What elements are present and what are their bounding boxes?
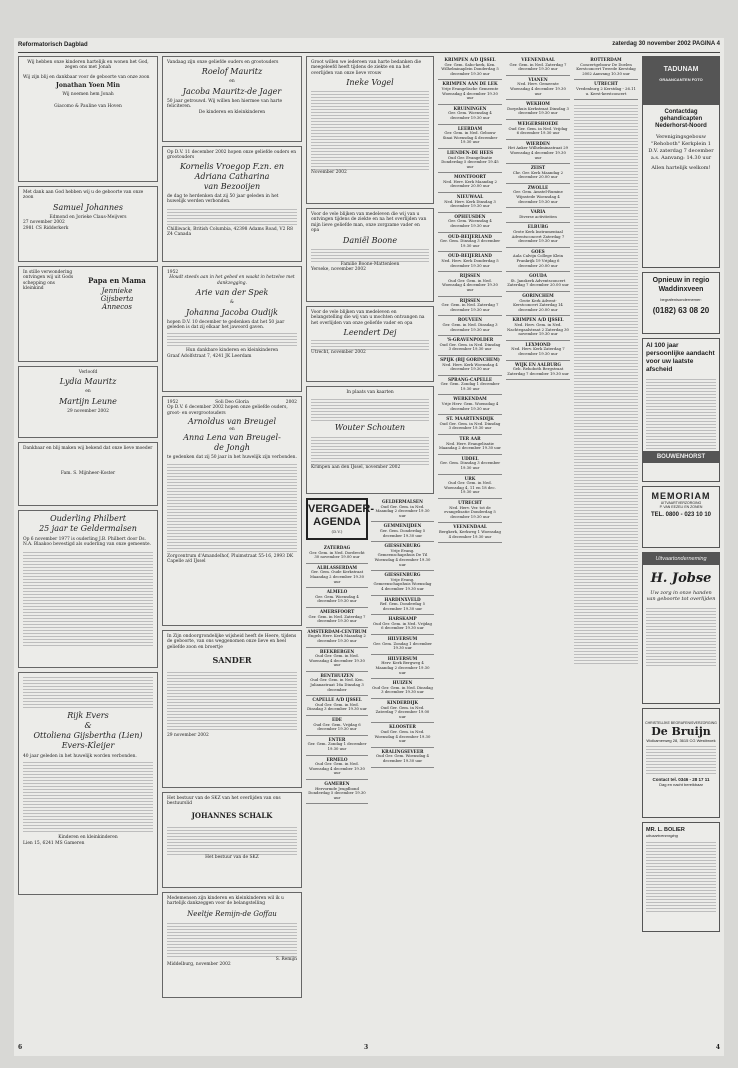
church-details: Grote Kerk Advent-Kerstconcert Zaterdag 14 december 20.00 uur <box>513 297 563 312</box>
church-details: Vredenburg 2 Kerstdag - 26.11 u. Kerst-kerstconcert <box>576 85 636 96</box>
church-details: Ger. Gem. in Ned. Dinsdag 3 december 19.30 uur <box>442 321 498 332</box>
church-town: KRUININGEN <box>453 105 487 111</box>
ad-brand: MEMORIAM <box>651 491 711 501</box>
church-details: Ned. Herv. Kerk Zaterdag 7 december 19.30 uur <box>511 346 565 356</box>
church-town: KRIMPEN A/D IJSSEL <box>444 57 496 62</box>
ad-tadunam <box>642 56 720 268</box>
birth-announcement-jennieke <box>18 266 158 362</box>
birth-announcement-jonah <box>18 56 158 182</box>
column-4-church-list <box>438 56 502 543</box>
body-text-lines <box>23 762 153 832</box>
church-details: Ger. Gem. Woensdag 4 december 19.30 uur <box>315 593 359 604</box>
church-details: Oud Ger. Gem. in Ned. Woensdag 4 december 19.30 uur <box>309 761 365 776</box>
body-text-lines <box>167 670 297 730</box>
verse-text: Wij hebben onze kinderen hartelijk en wonen het God, zegen ons met Jonah <box>27 60 149 71</box>
year-end: 2002 <box>285 400 297 405</box>
church-listing <box>306 628 368 648</box>
page-date: zaterdag 30 november 2002 PAGINA 4 <box>612 41 720 47</box>
child-names: Papa en Mama Jennieke Gijsberta Annecos <box>79 275 155 311</box>
ad-de-bruijn <box>642 708 720 818</box>
church-details: Aula Calvijn College Klein Frankrijk 19 Vrijdag 6 december 20.00 uur <box>512 253 564 268</box>
column-1 <box>18 56 158 899</box>
footer-mark-right: 4 <box>715 1044 720 1051</box>
church-listing <box>506 184 570 208</box>
ad-waddinxveen <box>642 272 720 334</box>
church-listing <box>506 361 570 381</box>
church-town: LEXMOND <box>525 341 551 347</box>
church-details: Ger. Gem. Zondag 1 december 19.30 uur <box>440 381 500 391</box>
church-listing <box>438 80 502 104</box>
ad-text-lines <box>646 746 716 774</box>
thanks-dej: Voor de vele blijken van medeleven en belangstelling die wij van u mochten ontvangen na het overlijden van onze geliefde vader en opa Leendert Dej Utrecht, november 2002 <box>306 306 434 382</box>
church-listing <box>506 76 570 100</box>
ad-brand: BOUWENHORST <box>643 451 719 463</box>
church-details: Chr. Ger. Kerk Maandag 2 december 20.00 uur <box>512 169 564 180</box>
church-listing <box>438 455 502 475</box>
church-details: Dorpshuis Kerkstraat Dinsdag 3 december 19.30 uur <box>507 105 569 116</box>
agenda-left-list <box>306 544 368 804</box>
church-town: OPHEUSDEN <box>454 213 486 219</box>
ad-photo <box>646 379 716 449</box>
church-details: Het Anker Wilhelminastraat 29 Woensdag 4 december 19.30 uur <box>507 145 569 160</box>
church-town: HUIZEN <box>392 680 413 686</box>
church-details: Bergkerk, Kerkweg 1 Woensdag 4 december 19.30 uur <box>439 528 501 539</box>
body-text-lines <box>311 248 429 262</box>
church-listing <box>506 341 570 361</box>
column-3 <box>306 56 434 804</box>
church-details: Ned. Herv. Kerk Donderdag 5 december 19.30 uur <box>441 258 499 268</box>
engagement-announcement: Verloofd Lydia Mauritz en Martijn Leune 29 november 2002 <box>18 366 158 438</box>
announcement-text: Met dank aan God hebben wij u de geboorte van onze zoon <box>23 190 144 201</box>
thanks-vogel: Groot willen we iedereen van harte bedanken die meegeleefd heeft tijdens de ziekte en na het overlijden van onze lieve vrouw Ineke Vogel November 2002 <box>306 56 434 204</box>
church-town: GOUDA <box>529 273 547 279</box>
body-text-lines <box>23 551 153 646</box>
church-details: Vrije Herv. Gem. Woensdag 4 december 19.30 uur <box>441 401 499 411</box>
ad-text: Verenigingsgebouw "Rehoboth" Kerkplein 1 D.V. zaterdag 7 december a.s. Aanvang: 14.30 uur <box>648 134 714 161</box>
church-listing <box>438 272 502 296</box>
ad-title: CHRISTELIJKE BEGRAFENISVERZORGING <box>645 721 717 725</box>
church-listing <box>371 542 434 571</box>
church-town: GAMEREN <box>324 780 350 786</box>
church-listing <box>438 173 502 193</box>
church-town: ALBLASSERDAM <box>316 564 358 570</box>
church-listing <box>371 596 434 616</box>
church-details: Ger. Gem. Zondag 1 december 19.30 uur <box>373 640 432 651</box>
church-details: Oud Ger. Gem. in Ned. Vrijdag 6 december 19.30 uur <box>373 620 432 631</box>
church-details: Ger. Gem. Dinsdag 3 december 19.30 uur <box>439 460 501 470</box>
church-listing <box>371 615 434 635</box>
church-town: WIJK EN AALBURG <box>515 361 561 367</box>
column-5-church-list <box>506 56 570 380</box>
ad-sub: uitvaartverzorging <box>646 833 678 838</box>
church-town: ZWOLLE <box>527 184 549 190</box>
agenda-left-column <box>306 498 375 804</box>
church-details: Geb. Rehoboth Bergstraat Zaterdag 7 december 19.30 uur <box>507 366 569 376</box>
church-listing <box>371 679 434 699</box>
church-listing <box>371 655 434 679</box>
signature: Fam. S. Mijnheer-Koster <box>60 471 116 477</box>
church-town: GORINCHEM <box>522 292 554 298</box>
church-town: GELDERMALSEN <box>382 499 423 504</box>
church-town: AMERSFOORT <box>319 608 355 614</box>
church-town: CAPELLE A/D IJSSEL <box>312 697 362 703</box>
ad-phone: Contact tel. 0346 - 28 17 11 <box>652 777 710 782</box>
church-listing <box>438 193 502 213</box>
page-header <box>18 40 720 53</box>
church-details: Oud Ger. Gem. in Ned. Woensdag 4 december 19.30 uur <box>309 653 365 668</box>
tadunam-logo: TADUNAM GRAANCANTEN FOTO <box>643 57 719 105</box>
church-listing <box>306 564 368 588</box>
church-town: VIANEN <box>528 76 548 82</box>
church-town: VEENENDAAL <box>453 524 487 530</box>
ad-address: Wolkamerweg 28, 3615 CG Westbroek <box>646 738 716 743</box>
church-details: Oud Ger. Gem. in Ned. Woensdag 4, 11 en 18 dec. 19.30 uur <box>444 480 496 495</box>
year-start: 1952 <box>167 400 179 405</box>
church-details: Ned. Herv. Kerk Woensdag 4 december 19.30 uur <box>442 361 498 372</box>
body-text-lines <box>167 825 297 855</box>
church-town: WEKHOM <box>526 101 550 107</box>
anniversary-vroegop: Op D.V. 11 december 2002 hopen onze geliefde ouders en grootouders Kornelis Vroegop F.zn. en Adriana Catharina van Bezooijen de dag te herdenken dat zij 50 jaar geleden in het huwelijk werden verbonden. Chilliwack, British Columbia, 42398 Adams Road, V2 R8 Z4 Canada <box>162 146 302 262</box>
church-details: Ger. Gem. Sabo-kerk, Ken. Wilhelminaplein Donderdag 5 december 19.30 uur <box>441 61 499 76</box>
church-listing <box>306 544 368 564</box>
child-subname: Wij noemen hem Jonah <box>62 92 114 98</box>
footer-mark-center: 3 <box>364 1044 369 1051</box>
church-details: Ned. Herv. Gemeente Woensdag 4 december 19.30 uur <box>510 81 566 96</box>
church-town: ALMELO <box>326 589 348 595</box>
parents-name: Edmond en Jorieke Claus-Meijvers <box>49 214 127 220</box>
column-2 <box>162 56 302 1002</box>
church-details: Ned. Herv. Ver. tot de evangelisatie Donderdag 5 december 19.30 uur <box>444 504 496 519</box>
church-listing <box>438 316 502 336</box>
church-town: VEENENDAAL <box>521 57 555 62</box>
church-listing <box>438 376 502 396</box>
parents-name: Giacomo & Pauline van Hoven <box>54 103 122 109</box>
church-town: UTRECHT <box>458 499 482 505</box>
church-listing <box>438 395 502 415</box>
agenda-right-list <box>371 498 434 804</box>
church-listing <box>438 213 502 233</box>
church-listing <box>506 164 570 184</box>
grandparents-text: In stille verwondering ontvingen wij uit Gods schepping ons kleinkind <box>23 270 74 292</box>
body-text-lines <box>167 207 297 225</box>
engagement-title: Verloofd <box>78 370 98 375</box>
ad-name: P. VAN EEZELI EN ZONEN <box>659 505 703 509</box>
anniversary-van-der-spek: 1952 Houdt steeds aan in het gebed en waakt in hetzelve met dankzegging. Arie van der Spek & Johanna Jacoba Oudijk hopen D.V. 10 december te gedenken dat het 50 jaar geleden is dat zij elkaar het jawoord gaven. Hun dankbare kinderen en kleinkinderen Graaf Adolfstraat 7, 4241 JK Leerdam <box>162 266 302 392</box>
church-listing <box>306 716 368 736</box>
church-details: Vrije Evangelische Gemeente Woensdag 4 december 19.30 uur <box>441 85 499 101</box>
ad-bolier <box>642 822 720 932</box>
body-text-lines <box>311 397 429 421</box>
church-town: ST. MAARTENSDIJK <box>446 416 494 422</box>
church-details: Hervormde Jeugdbond Donderdag 5 december 19.30 uur <box>308 785 366 800</box>
ad-jobse <box>642 552 720 704</box>
ad-title: Al 100 jaar persoonlijke aandacht voor uw laatste afscheid <box>646 342 715 373</box>
church-listing <box>306 736 368 756</box>
church-details: Ger. Gem. Amstel-Rumine Wijnstede Woensdag 4 december 19.30 uur <box>513 189 563 204</box>
church-listing <box>438 415 502 435</box>
church-listing <box>371 498 434 522</box>
church-town: ROTTERDAM <box>590 57 622 62</box>
church-details: Ger. Gem. Donderdag 5 december 19.30 uur <box>379 527 426 538</box>
church-details: Concertgebouw De Doelen Kerstconcert Tweede Kerstdag 2002 Aanvang 10.30 uur <box>576 61 636 76</box>
church-town: ZEIST <box>530 165 546 171</box>
church-details: Diverse activiteiten <box>519 213 557 219</box>
church-details: Ref. Gem. Donderdag 5 december 19.30 uur <box>379 601 426 611</box>
church-town: GOES <box>531 248 545 254</box>
church-town: 'S-GRAVENPOLDER <box>446 337 494 343</box>
church-details: Oud Ger. Gem. in Ned. Vrijdag 6 december 19.30 uur <box>508 125 568 136</box>
child-name: Samuel Johannes <box>53 202 123 212</box>
church-listing <box>306 756 368 780</box>
elder-jubilee: Ouderling Philbert 25 jaar te Geldermalsen Op 6 november 1977 is ouderling J.B. Philbert door Ds. N.A. Blaakoo bevestigd als ouderling van onze gemeente. <box>18 510 158 668</box>
thanks-schouten: In plaats van kaarten Wouter Schouten Krimpen aan den IJssel, november 2002 <box>306 386 434 494</box>
church-listing <box>438 499 502 523</box>
anniversary-van-breugel: 1952 Soli Deo Gloria 2002 Op D.V. 6 december 2002 hopen onze geliefde ouders, groot- en overgrootouders Arnoldus van Breugel en Anna Lena van Breugel- de Jongh te gedenken dat zij 50 jaar in het huwelijk zijn verbonden. Zorgcentrum d'Amandelhof, Pluimstraat 55-16, 2993 DK Capelle a/d IJssel <box>162 396 302 626</box>
body-text-lines <box>311 340 429 350</box>
church-details: Oud Ger. Gem. in Ned. Dinsdag 3 december 19.30 uur <box>372 684 433 695</box>
ad-sub: Uw zorg in onze handen van geboorte tot overlijden <box>646 590 716 602</box>
church-town: BEEKBERGEN <box>319 648 355 654</box>
church-details: Ned. Herv. Evangelisatie Maandag 2 december 19.30 uur <box>439 440 501 451</box>
ad-text-lines <box>646 842 716 912</box>
church-details: St. Janskerk Adventsconcert Zaterdag 7 december 20.00 uur <box>507 277 569 288</box>
papa-en-mama: Papa en Mama <box>88 276 146 285</box>
church-town: KINDERDIJK <box>387 700 418 705</box>
page-footer <box>14 1044 724 1054</box>
anniversary-evers: Rijk Evers & Ottoliena Gijsbertha (Lien) Evers-Kleijer 40 jaar geleden in het huwelijk worden verbonden. Kinderen en kleinkinderen Lien 15, 6241 MS Gameren <box>18 672 158 895</box>
church-town: TER AAR <box>459 436 481 442</box>
church-town: HILVERSUM <box>387 636 418 642</box>
ad-bouwenhorst <box>642 338 720 482</box>
ad-phone: (0182) 63 08 20 <box>652 306 710 315</box>
church-listing <box>306 696 368 716</box>
church-listing <box>306 672 368 696</box>
church-town: KLOOSTER <box>389 724 416 730</box>
church-details: Ger. Gem. Zondag 1 december 19.30 uur <box>307 741 367 751</box>
church-listing <box>574 80 638 100</box>
body-text-lines <box>167 921 297 957</box>
church-town: OUD-BEIJERLAND <box>448 253 492 259</box>
church-town: ELBURG <box>527 224 549 230</box>
church-town: VARIA <box>530 209 546 215</box>
announcement-text: Wij zijn blij en dankbaar voor de geboorte van onze zoon <box>23 74 150 80</box>
column-6 <box>574 56 638 664</box>
church-town: UDDEL <box>461 455 479 461</box>
church-details: Vrije Evang. Gemeenschapshuis De Til Woensdag 4 december 19.30 uur <box>374 547 431 567</box>
church-town: UTRECHT <box>594 81 618 87</box>
ad-phone: TEL. 0800 - 023 10 10 <box>650 512 712 518</box>
death-announcement-sander: In Zijn ondoorgrondelijke wijsheid heeft de Heere, tijdens de geboorte, van ons weggenomen onze lieve en heel geliefde zoon en broertje SANDER 29 november 2002 <box>162 630 302 788</box>
church-details: Ger. Gem. in Ned. Dordrecht 30 november 19.00 uur <box>309 549 365 560</box>
church-details: Ned. Herv. Kerk Dinsdag 3 december 19.30 uur <box>444 198 496 209</box>
church-listing <box>371 748 434 768</box>
church-listing <box>438 356 502 376</box>
church-town: EDE <box>331 717 342 723</box>
church-listing <box>438 475 502 499</box>
church-listing <box>506 316 570 340</box>
church-details: Oud Ger. Gem. in Ned. Woensdag 4 december 19.30 uur <box>442 277 498 292</box>
church-town: ZATERDAG <box>323 545 351 550</box>
intro-text-lines <box>23 676 153 708</box>
ad-sign: Dag en nacht bereikbaar <box>659 782 703 787</box>
church-town: WERKENDAM <box>453 396 487 402</box>
ad-sub: UITVAARTVERZORGING <box>660 501 702 505</box>
church-details: Oud Ger. Gem. in Ned. Dinsdag 3 december 19.30 uur <box>307 701 367 712</box>
church-listing <box>306 780 368 804</box>
motto: Soli Deo Gloria <box>215 400 249 405</box>
church-details: Ger. Gem. in Ned. Gebouw Sinai Woensdag 4 december 19.30 uur <box>442 130 498 145</box>
church-listing <box>506 120 570 140</box>
church-details: Oud Ger. Gem. Woensdag 4 december 19.30 uur <box>376 753 429 763</box>
ad-brand: MR. L. BOLIER <box>646 827 685 833</box>
church-listing <box>438 336 502 356</box>
church-listing <box>506 100 570 120</box>
church-town: HARDINXVELD <box>384 596 421 602</box>
ad-title: Contactdag gehandicapten Nederhorst-Noord <box>655 109 707 129</box>
footer-mark-left: 6 <box>18 1044 23 1051</box>
church-town: ENTER <box>328 736 346 742</box>
church-town: AMSTERDAM-CENTRUM <box>307 628 367 634</box>
church-town: GIESSENBURG <box>384 572 421 578</box>
church-listing <box>371 522 434 542</box>
church-listing <box>438 523 502 543</box>
church-town: GEMMENIJDEN <box>383 523 422 529</box>
church-listing <box>371 723 434 747</box>
church-details: Ned. Herv. Gem. in Ned. Nachtegaalstraat 2 Zaterdag 30 november 19.30 uur <box>507 321 569 337</box>
church-town: SPIJK (BIJ GORINCHEM) <box>440 356 500 362</box>
church-listing <box>506 140 570 164</box>
church-listing <box>506 223 570 247</box>
body-text-lines <box>311 435 429 465</box>
church-town: URK <box>464 475 476 481</box>
church-details: Ger. Gem. in Ned. Zaterdag 7 december 19.30 uur <box>308 613 366 624</box>
church-listing <box>438 125 502 149</box>
church-town: SPRANG-CAPELLE <box>447 376 493 382</box>
church-listing <box>438 105 502 125</box>
church-listing <box>371 699 434 723</box>
church-details: Ger. Gem. Woensdag 4 december 19.30 uur <box>448 110 492 120</box>
church-details: Oud Ger. Gem. in Ned. Maandag 2 december 19.30 uur <box>375 503 430 518</box>
ad-title: Opnieuw in regio Waddinxveen <box>652 277 710 293</box>
thanks-remijn: Medemensen zijn kinderen en kleinkinderen wil ik u hartelijk dankzeggen voor de belangstelling Neeltje Remijn-de Goffau S. Remijn Middelburg, november 2002 <box>162 892 302 998</box>
church-listing <box>506 292 570 316</box>
church-details: Oud Ger. Gem. in Ned. Dinsdag 3 december 19.30 uur <box>439 341 501 352</box>
ad-brand: H. Jobse <box>650 571 712 586</box>
newspaper-page <box>14 38 724 1056</box>
church-details: Ger. Gem. Oude Kerkstraat Maandag 2 december 19.30 uur <box>309 569 365 584</box>
church-details: Oud Ger. Gem. in Ned. Dinsdag 3 december 19.30 uur <box>439 420 501 431</box>
church-town: GIESSENBURG <box>384 543 421 549</box>
church-town: ROUVEEN <box>457 317 483 323</box>
child-name: Jonathan Yoen Min <box>56 82 120 90</box>
church-details: Vrije Evang. Gemeenschapshuis Woensdag 4 december 19.30 uur <box>373 576 432 591</box>
church-listing <box>506 248 570 272</box>
church-details: Ger. Gem. Dinsdag 3 december 19.30 uur <box>439 238 501 248</box>
ad-sign: Allen hartelijk welkom! <box>651 165 711 171</box>
paper-name: Reformatorisch Dagblad <box>18 42 88 48</box>
church-town: BENTHUIZEN <box>320 672 354 678</box>
church-town: RIJSSEN <box>459 273 481 279</box>
church-listing <box>306 588 368 608</box>
ad-title: Uitvaartonderneming <box>643 553 719 565</box>
church-listing <box>438 252 502 272</box>
body-text-lines <box>311 90 429 170</box>
church-town: OUD-BEIJERLAND <box>448 233 492 239</box>
church-listing <box>371 635 434 655</box>
advertisement-column <box>642 56 720 936</box>
thanks-boone: Voor de vele blijken van medeleven die wij van u ontvingen tijdens de ziekte en na het overlijden van mijn lieve geliefde man, onze zorgzame vader en opa Daniël Boone Familie Boone-Mattenleen Yerseke, november 2002 <box>306 208 434 302</box>
thanks-announcement: Dankbaar en blij maken wij bekend dat onze lieve moeder Fam. S. Mijnheer-Koster <box>18 442 158 506</box>
body-text-lines <box>167 462 297 552</box>
church-details: Ned. Herv. Kerk Maandag 2 december 20.00 uur <box>443 178 497 189</box>
body-text-lines <box>167 332 297 346</box>
church-details: Oud Ger. Gem. in Ned. Woensdag 4 december 19.30 uur <box>374 728 431 744</box>
church-town: LIENDEN-DE HEES <box>447 149 493 155</box>
agenda-heading: VERGADER- AGENDA (D.V.) <box>306 498 368 540</box>
church-details: Oud Ger. Gem. Vrijdag 6 december 19.30 uur <box>313 721 361 732</box>
church-details: Ger. Gem. in Ned. Zaterdag 7 december 19.30 uur <box>441 302 499 312</box>
church-town: HILVERSUM <box>387 655 418 661</box>
church-details: Ger. Gem. in Ned. Zaterdag 7 december 19.30 uur <box>509 61 567 72</box>
column-6-church-list <box>574 56 638 100</box>
church-town: HARSKAMP <box>388 616 417 622</box>
birth-announcement-samuel <box>18 186 158 262</box>
announcement-address: 2981 CS Ridderkerk <box>23 225 69 231</box>
church-town: RIJSSEN <box>459 297 481 303</box>
church-listing <box>506 56 570 76</box>
church-town: LEERDAM <box>457 125 483 131</box>
church-town: WIERDEN <box>526 140 550 146</box>
ad-memoriam <box>642 486 720 548</box>
church-listing <box>438 297 502 317</box>
church-details: Oud Ger. Gem. in Ned. Ken. Julianastraat 16a Dinsdag 3 december <box>310 677 364 692</box>
church-listing <box>371 571 434 595</box>
church-listing <box>438 233 502 253</box>
church-listing <box>574 56 638 80</box>
church-town: MONTFOORT <box>453 174 487 180</box>
anniversary-mauritz: Vandaag zijn onze geliefde ouders en grootouders Roelof Mauritz en Jacoba Mauritz-de Jager 50 jaar getrouwd. Wij willen hen hiermee van harte feliciteren. De kinderen en kleinkinderen <box>162 56 302 142</box>
church-listing <box>438 149 502 173</box>
church-details: Ger. Gem. Woensdag 4 december 19.30 uur <box>448 218 492 229</box>
church-listing <box>438 435 502 455</box>
ad-brand: De Bruijn <box>651 725 711 738</box>
church-town: KRIMPEN A/D IJSSEL <box>512 317 564 323</box>
church-details: Oud Ger. Evangelisatie Donderdag 5 december 19.45 uur <box>441 154 499 169</box>
church-town: KRIMPEN AAN DE LEK <box>442 81 498 87</box>
church-listing <box>306 608 368 628</box>
church-town: WEIGERSHOEDE <box>517 120 559 126</box>
meeting-agenda <box>306 498 434 804</box>
ad-photo <box>646 606 716 666</box>
ad-sub: begrafenisondernemer: <box>660 297 702 302</box>
column-6-text-lines <box>574 104 638 664</box>
church-details: Herv. Kerk Bergweg 4 Maandag 2 december 19.30 uur <box>375 660 430 675</box>
church-listing <box>506 272 570 292</box>
death-announcement-schalk: Het bestuur van de SKZ van het overlijden van ons bestuurslid JOHANNES SCHALK Het bestuur van de SKZ <box>162 792 302 888</box>
church-details: Oud Ger. Gem. in Ned. Zaterdag 7 december 19.00 uur <box>375 704 430 719</box>
announcement-date: 27 november 2002 <box>23 220 65 226</box>
church-details: Grote Kerk Instrumentaal Adventsconcert Zaterdag 7 december 19.30 uur <box>511 229 565 244</box>
church-listing <box>306 648 368 672</box>
church-details: Engels Herv. Kerk Maandag 2 december 19.30 uur <box>308 633 366 643</box>
church-town: ERMELO <box>326 756 348 762</box>
church-town: KRALINGSEVEER <box>381 748 424 754</box>
church-town: NIEUWAAL <box>456 194 484 200</box>
church-listing <box>506 208 570 223</box>
church-listing <box>438 56 502 80</box>
